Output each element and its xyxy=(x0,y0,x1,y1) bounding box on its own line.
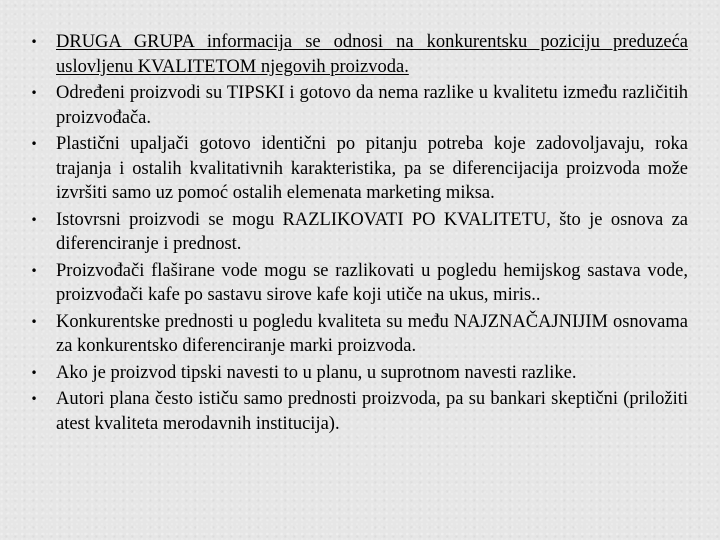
bullet-icon: • xyxy=(30,365,38,380)
bullet-text: Određeni proizvodi su TIPSKI i gotovo da nema razlike u kvalitetu između različitih proizvođača. xyxy=(56,83,688,128)
bullet-text: Autori plana često ističu samo prednosti proizvoda, pa su bankari skeptični (priložiti atest kvaliteta merodavnih institucija). xyxy=(56,389,688,434)
bullet-item-4 xyxy=(28,208,688,257)
bullet-icon: • xyxy=(30,314,38,329)
bullet-text: Istovrsni proizvodi se mogu RAZLIKOVATI PO KVALITETU, što je osnova za diferenciranje i prednost. xyxy=(56,209,688,254)
bullet-text: Ako je proizvod tipski navesti to u planu, u suprotnom navesti razlike. xyxy=(56,362,577,383)
bullet-text: Plastični upaljači gotovo identični po pitanju potreba koje zadovoljavaju, roka trajanja i ostalih kvalitativnih karakteristika, pa se diferencijacija proizvoda može izvršiti samo uz pomoć ostalih elemenata marketing miksa. xyxy=(56,134,688,203)
bullet-item-2 xyxy=(28,81,688,130)
bullet-text: Proizvođači flaširane vode mogu se razlikovati u pogledu hemijskog sastava vode, proizvođači kafe po sastavu sirove kafe koji utiče na ukus, miris.. xyxy=(56,260,688,305)
bullet-item-8 xyxy=(28,387,688,436)
bullet-text: DRUGA GRUPA informacija se odnosi na konkurentsku poziciju preduzeća uslovljenu KVALITETOM njegovih proizvoda. xyxy=(56,32,688,77)
bullet-item-1 xyxy=(28,30,688,79)
bullet-icon: • xyxy=(30,263,38,278)
bullet-item-5 xyxy=(28,259,688,308)
bullet-item-3 xyxy=(28,132,688,206)
bullet-icon: • xyxy=(30,137,38,151)
bullet-item-7 xyxy=(28,361,688,386)
bullet-icon: • xyxy=(30,86,38,100)
bullet-icon: • xyxy=(30,35,38,49)
bullet-list xyxy=(28,30,688,438)
bullet-icon: • xyxy=(30,212,38,227)
bullet-text: Konkurentske prednosti u pogledu kvaliteta su među NAJZNAČAJNIJIM osnovama za konkurentsko diferenciranje marki proizvoda. xyxy=(56,311,688,356)
bullet-icon: • xyxy=(30,392,38,406)
bullet-item-6 xyxy=(28,310,688,359)
